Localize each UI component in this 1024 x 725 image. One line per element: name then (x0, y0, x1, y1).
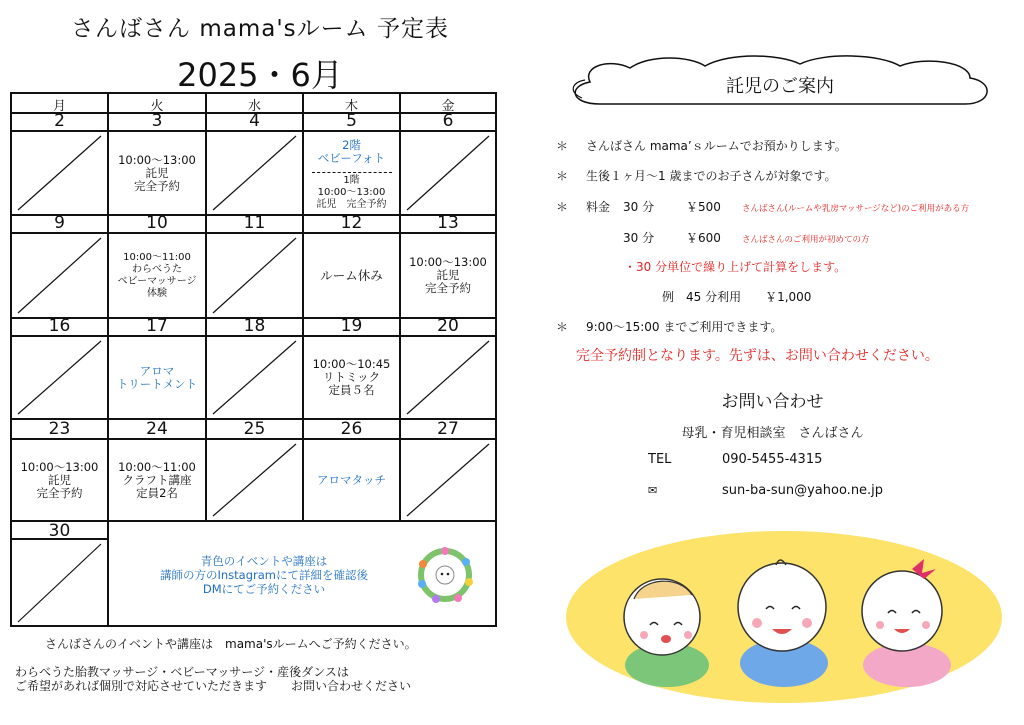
babies-illustration (562, 525, 1007, 705)
closed-mark-16 (12, 337, 107, 418)
date-10: 10 (146, 213, 168, 233)
info-bullet-1: さんばさん mama’ｓルームでお預かりします。 (586, 139, 847, 153)
event-thu-5-top: 2階 ベビーフォト (317, 138, 386, 165)
date-3: 3 (151, 111, 163, 131)
closed-mark-30 (12, 540, 107, 627)
bullet-4-mark: ＊ (556, 320, 569, 334)
date-25: 25 (243, 419, 266, 439)
event-thu-5-bottom: 1階 10:00～13:00 託児 完全予約 (316, 175, 387, 210)
calendar-grid (10, 92, 497, 627)
price-2-time: 30 分 (623, 231, 655, 245)
info-bullet-2: 生後１ヶ月～1 歳までのお子さんが対象です。 (586, 169, 837, 183)
reservation-notice: 完全予約制となります。先ずは、お問い合わせください。 (576, 348, 939, 364)
date-19: 19 (340, 316, 363, 336)
date-11: 11 (243, 213, 266, 233)
event-thu-19: 10:00～10:45 リトミック 定員５名 (312, 357, 391, 397)
email-address[interactable]: sun-ba-sun@yahoo.ne.jp (722, 483, 884, 498)
date-23: 23 (48, 419, 71, 439)
page-title: さんばさん mama'sルーム 予定表 (71, 16, 449, 42)
price-1-note: さんばさん(ルームや乳房マッサージなど)のご利用がある方 (742, 204, 970, 214)
bullet-1-mark: ＊ (556, 139, 569, 153)
date-6: 6 (442, 111, 454, 131)
closed-mark-11 (207, 234, 302, 317)
tel-number[interactable]: 090-5455-4315 (722, 452, 823, 467)
event-tue-17: アロマ トリートメント (116, 363, 198, 391)
bullet-2-mark: ＊ (556, 169, 569, 183)
date-18: 18 (243, 316, 266, 336)
closed-mark-25 (207, 440, 302, 520)
tel-label: TEL (648, 452, 672, 467)
event-tue-10: 10:00～11:00 わらべうた ベビーマッサージ 体験 (117, 251, 197, 299)
closed-mark-4 (207, 132, 302, 214)
weekday-mon: 月 (52, 99, 66, 114)
closed-mark-20 (401, 337, 495, 418)
event-fri-13: 10:00～13:00 託児 完全予約 (409, 255, 487, 295)
closed-mark-2 (12, 132, 107, 214)
price-2-note: さんばさんのご利用が初めての方 (742, 235, 870, 245)
date-2: 2 (54, 111, 65, 131)
bullet-3-mark: ＊ (556, 200, 569, 214)
closed-mark-18 (207, 337, 302, 418)
closed-mark-27 (401, 440, 495, 520)
contact-heading: お問い合わせ (721, 392, 824, 412)
childcare-info-title: 託児のご案内 (726, 76, 834, 97)
blue-events-note: 青色のイベントや講座は 講師の方のInstagramにて詳細を確認後 DMにてご予約ください (159, 553, 368, 596)
date-27: 27 (437, 419, 459, 439)
mail-icon: ✉ (648, 484, 658, 497)
date-17: 17 (146, 316, 168, 336)
event-thu-26: アロマタッチ (317, 472, 386, 487)
weekday-thu: 木 (344, 99, 358, 114)
closed-mark-6 (401, 132, 495, 214)
date-9: 9 (54, 213, 65, 233)
event-thu-12: ルーム休み (320, 267, 383, 283)
date-13: 13 (437, 213, 459, 233)
price-2-amount: ￥600 (686, 231, 721, 245)
weekday-fri: 金 (441, 99, 455, 114)
date-16: 16 (48, 316, 71, 336)
month-title: 2025・6月 (177, 56, 343, 94)
price-1-time: 30 分 (623, 200, 655, 214)
date-24: 24 (146, 419, 168, 439)
rounding-note: ・30 分単位で繰り上げて計算をします。 (624, 260, 847, 274)
price-example: 例 45 分利用 ￥1,000 (662, 290, 812, 304)
bottom-notes: さんばさんのイベントや講座は mama'sルームへご予約ください。 わらべうた胎教マッサージ・ベビーマッサージ・産後ダンスは ご希望があれば個別で対応させていただきます お問い合わせください (15, 637, 417, 693)
price-1-amount: ￥500 (686, 200, 721, 214)
closed-mark-9 (12, 234, 107, 317)
event-tue-24: 10:00～11:00 クラフト講座 定員2名 (118, 459, 196, 500)
date-4: 4 (249, 111, 260, 131)
weekday-wed: 水 (247, 99, 261, 114)
event-tue-3: 10:00～13:00 託児 完全予約 (118, 152, 196, 193)
date-5: 5 (346, 111, 357, 131)
info-bullet-4: 9:00～15:00 までご利用できます。 (586, 320, 783, 334)
weekday-tue: 火 (150, 99, 164, 114)
date-30: 30 (48, 521, 71, 541)
flower-wreath-icon (414, 544, 476, 606)
price-label: 料金 (586, 200, 611, 214)
event-mon-23: 10:00～13:00 託児 完全予約 (20, 459, 99, 500)
contact-org: 母乳・育児相談室 さんばさん (681, 426, 864, 441)
date-12: 12 (340, 213, 363, 233)
date-20: 20 (437, 316, 459, 336)
date-26: 26 (340, 419, 363, 439)
